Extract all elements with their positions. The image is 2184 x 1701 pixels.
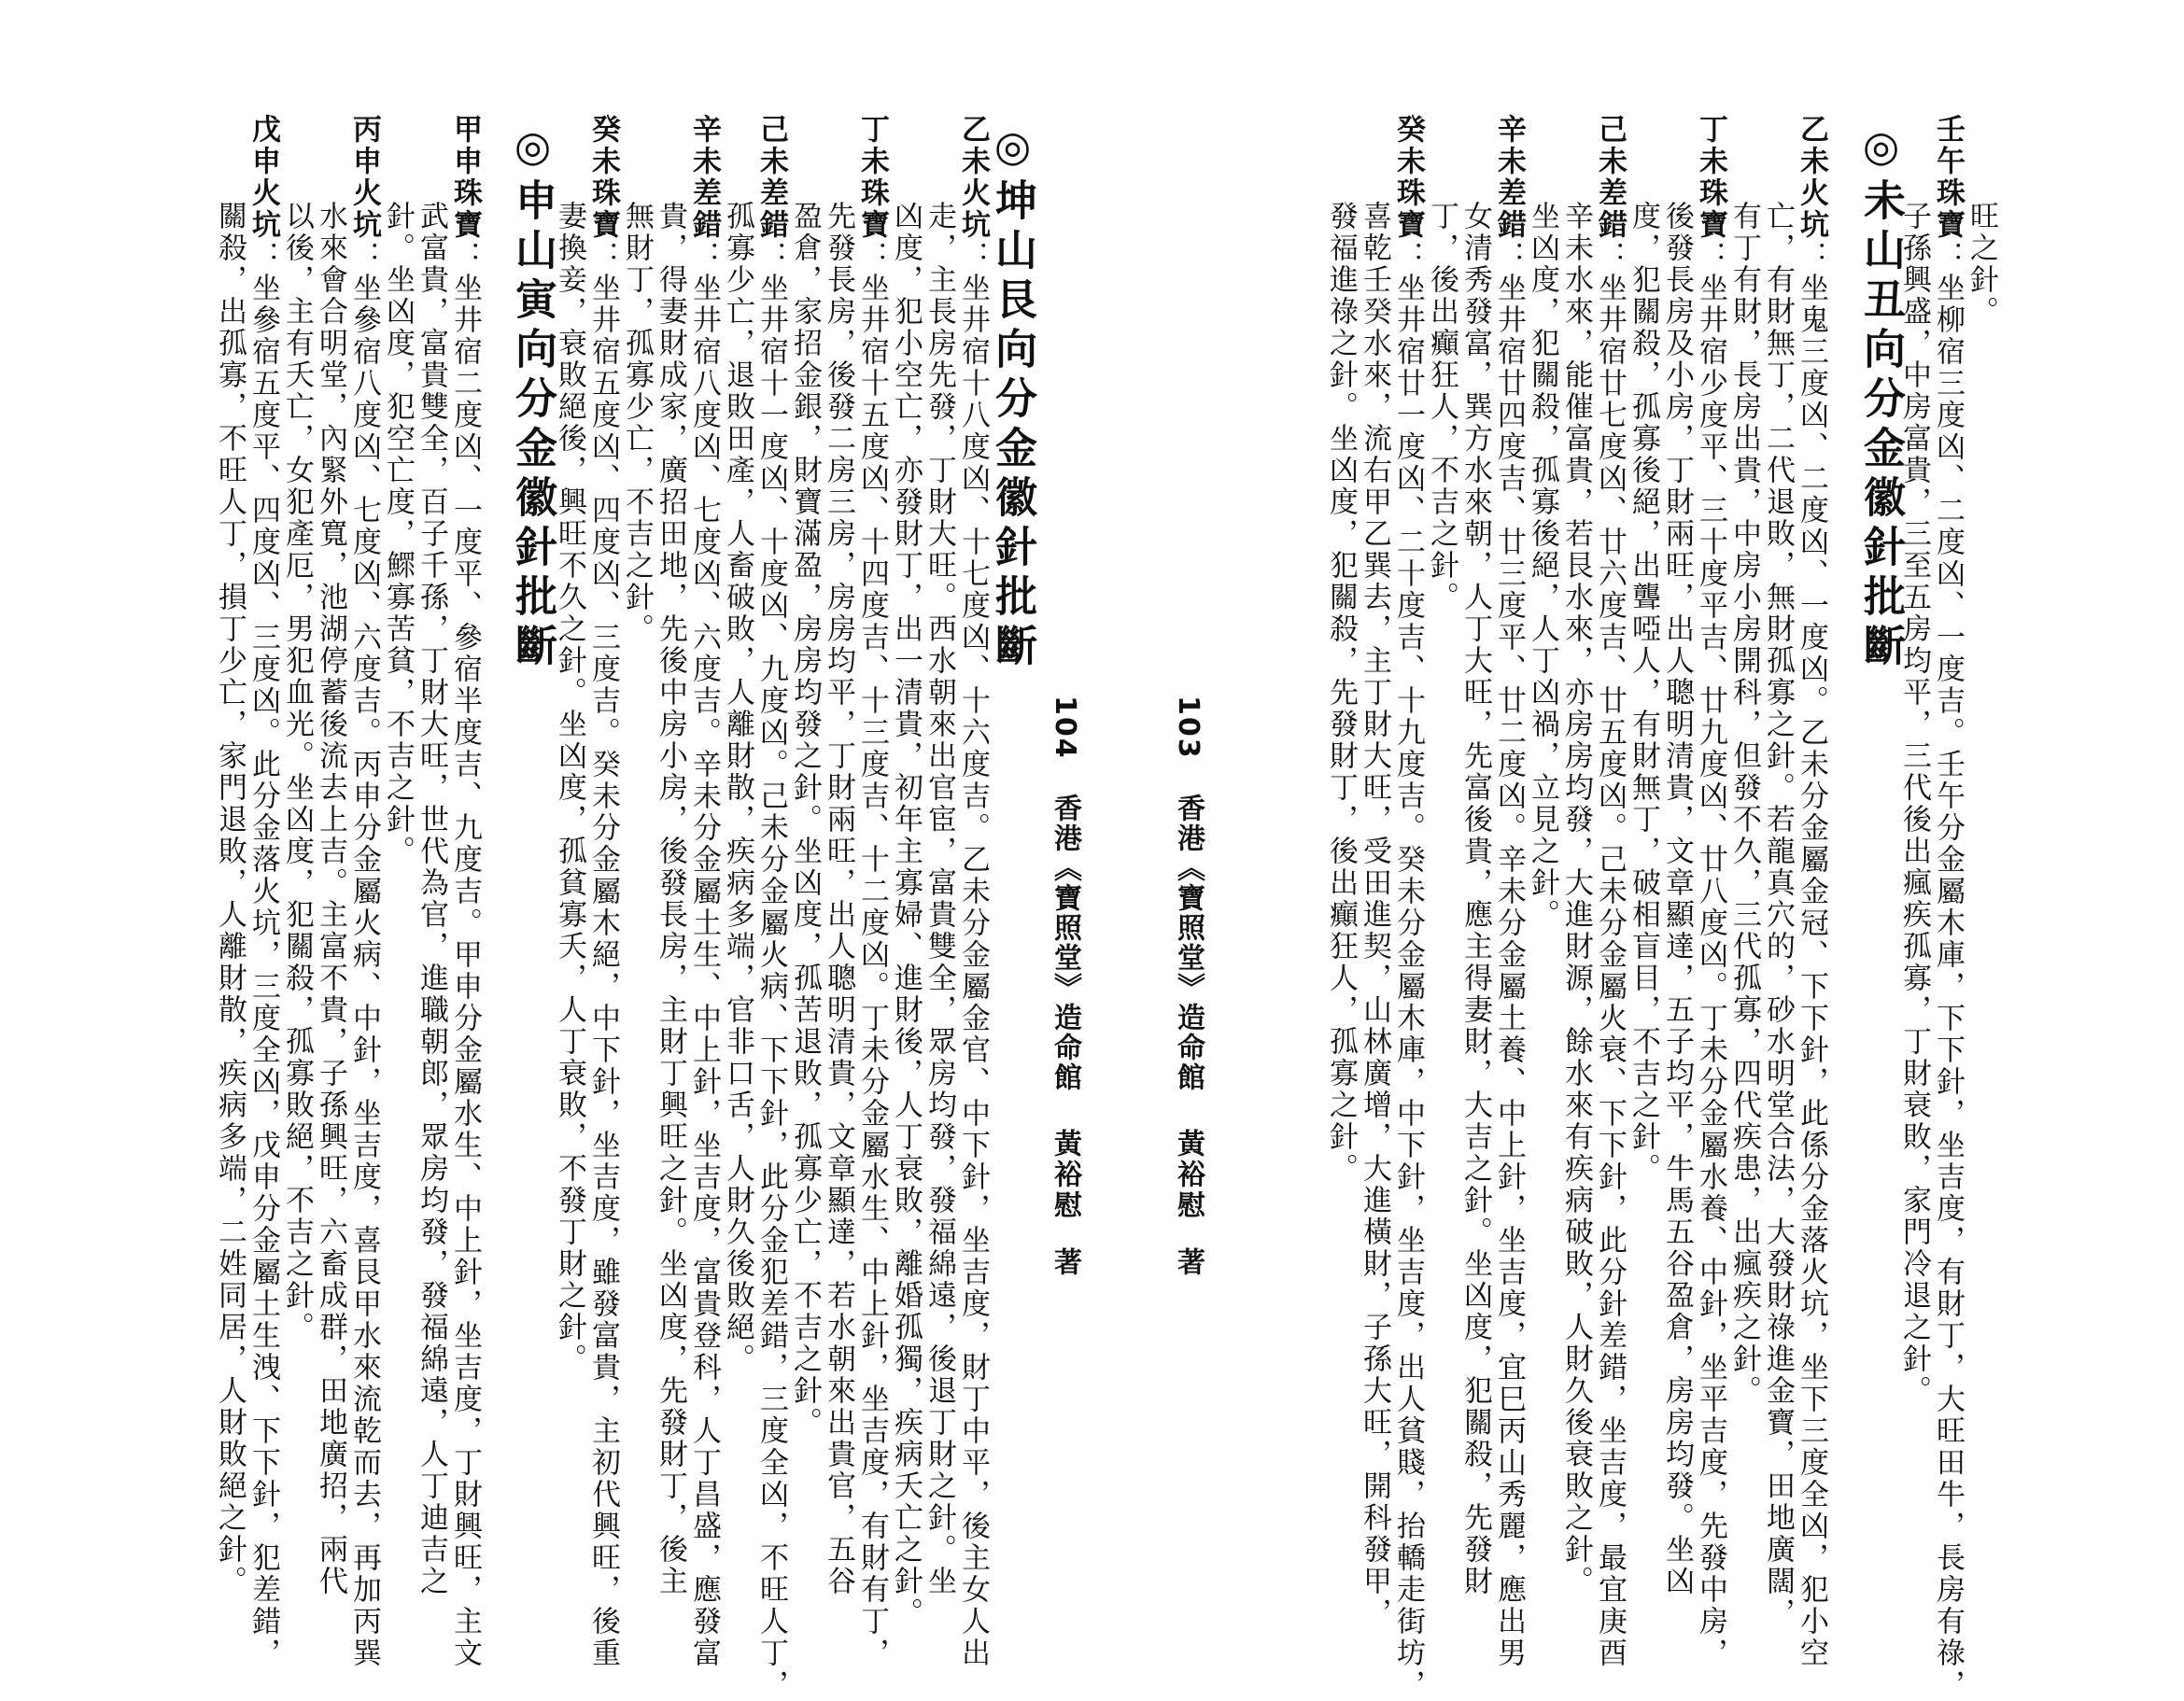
entry-label: 壬午珠寶	[1931, 114, 1965, 241]
entry-label: 戊申火坑	[247, 114, 280, 241]
text-column: 孤寡少亡，退敗田產，人畜破敗，人離財散，疾病多端，官非口舌，人財久後敗絕。	[721, 201, 754, 1375]
entry-xinwei-chacuo: 辛未差錯：坐井宿廿四度吉、廿三度平、廿二度凶。辛未分金屬土養、中上針，坐吉度，宜巳丙山秀麗，應出男	[1492, 114, 1526, 1669]
text-column: 無財丁，孤寡少亡，不吉之針。	[620, 201, 654, 645]
publisher-name: 香港《寶照堂》造命館	[1049, 794, 1081, 1093]
entry-label: 甲申珠寶	[448, 114, 482, 241]
entry-jiashen-zhubao: 甲申珠寶：坐井宿二度凶、一度平、參宿半度吉、九度吉。甲申分金屬水生、中上針，坐吉度，丁財興旺，主文	[448, 114, 482, 1669]
entry-jiwei-chacuo: 己未差錯：坐井宿十一度凶、十度凶、九度凶。己未分金屬火病、下下針，此分金犯差錯，三度全凶，不旺人丁，	[754, 114, 788, 1701]
text-column: 有丁有財，長房出貴，中房小房開科，但發不久，三代孤寡，四代疾患，出瘋疾之針。	[1727, 201, 1761, 1407]
text-column: 子孫興盛，中房富貴，三至五房均平，三代後出瘋疾孤寡，丁財衰敗，家門冷退之針。	[1897, 201, 1931, 1407]
text-column: 度，犯關殺，孤寡後絕，出聾啞人，有財無丁，破相盲目，不吉之針。	[1627, 201, 1660, 1185]
entry-xinwei-chacuo: 辛未差錯：坐井宿八度凶、七度凶、六度吉。辛未分金屬土生、中上針，坐吉度，富貴登科，人丁昌盛，應發富	[687, 114, 721, 1669]
text-column: 針。坐凶度，犯空亡度，鰥寡苦貧，不吉之針。	[381, 201, 415, 867]
section-heading-shenshan: ◎申山寅向分金徽針批斷	[508, 121, 557, 673]
text-column: 辛未水來，能催富貴，若艮水來，亦房房均發，大進財源，餘水來有疾病破敗，人財久後衰敗之針。	[1559, 201, 1593, 1597]
entry-dingwei-zhubao: 丁未珠寶：坐井宿少度平、三十度平吉、廿九度凶、廿八度凶。丁未分金屬水養、中針，坐平吉度，先發中房，	[1694, 114, 1727, 1669]
text-column: 關殺，出孤寡，不旺人丁，損丁少亡，家門退敗，人離財散，疾病多端，二姓同居，人財敗絕之針。	[213, 201, 247, 1597]
text-column: 發福進祿之針。坐凶度，犯關殺，先發財丁，後出癲狂人，孤寡之針。	[1324, 201, 1358, 1185]
text-column: 丁，後出癲狂人，不吉之針。	[1425, 201, 1458, 613]
entry-jiwei-chacuo: 己未差錯：坐井宿廿七度凶、廿六度吉、廿五度凶。己未分金屬火衰、下下針，此分針差錯，坐吉度，最宜庚酉	[1593, 114, 1627, 1669]
text-column: 貴，得妻財成家，廣招田地，先後中房小房，後發長房，主財丁興旺之針。坐凶度，先發財丁，後主	[654, 201, 687, 1597]
text-column: 先發長房，後發二房三房，房房均平，丁財兩旺，出人聰明清貴，文章顯達，若水朝來出貴官，五谷	[822, 201, 855, 1597]
entry-guiwei-zhubao: 癸未珠寶：坐井宿五度凶、四度凶、三度吉。癸未分金屬木絕，中下針，坐吉度，雖發富貴，主初代興旺，後重	[586, 114, 620, 1669]
text-column: 坐凶度，犯關殺，孤寡後絕，人丁凶禍，立見之針。	[1526, 201, 1559, 931]
text-column: 旺之針。	[1965, 201, 1998, 328]
entry-label: 辛未差錯	[1492, 114, 1526, 241]
entry-wushen-huokeng: 戊申火坑：坐參宿五度平、四度凶、三度凶。此分金落火坑，三度全凶，戊申分金屬土生洩、下下針，犯差錯，	[247, 114, 280, 1669]
entry-label: 己未差錯	[1593, 114, 1627, 241]
text-column: 女清秀發富，巽方水來朝，人丁大旺，先富後貴，應主得妻財，大吉之針。坐凶度，犯關殺，先發財	[1458, 201, 1492, 1597]
text-column: 走，主長房先發，丁財大旺。西水朝來出官宦，富貴雙全，眾房均發，發福綿遠，後退丁財之針。坐	[923, 201, 956, 1597]
entry-label: 己未差錯	[754, 114, 788, 241]
author-name: 黃裕慰	[1049, 1128, 1081, 1221]
entry-label: 乙未火坑	[1795, 114, 1828, 241]
entry-label: 辛未差錯	[687, 114, 721, 241]
text-column: 凶度，犯小空亡，亦發財丁，出一清貴，初年主寡婦、進財後，人丁衰敗，離婚孤獨，疾病夭亡之針。	[889, 201, 923, 1629]
entry-dingwei-zhubao: 丁未珠寶：坐井宿十五度凶、十四度吉、十三度吉、十二度凶。丁未分金屬水生、中上針，坐吉度，有財有丁，	[855, 114, 889, 1669]
entry-guiwei-zhubao: 癸未珠寶：坐井宿廿一度凶、二十度吉、十九度吉。癸未分金屬木庫，中下針，坐吉度，出人貧賤，抬轎走街坊，	[1391, 114, 1425, 1701]
entry-label: 癸未珠寶	[1391, 114, 1425, 241]
author-suffix: 著	[1172, 1246, 1205, 1275]
entry-label: 丁未珠寶	[855, 114, 889, 241]
text-column: 喜乾壬癸水來，流右甲乙巽去，主丁財大旺，受田進契，山林廣增，大進橫財，子孫大旺，開科發甲，	[1358, 201, 1391, 1629]
entry-yiwei-huokeng: 乙未火坑：坐井宿十八度凶、十七度凶、十六度吉。乙未分金屬金官、中下針，坐吉度，財丁中平，後主女人出	[956, 114, 990, 1669]
page-footer-right	[1167, 696, 1208, 1275]
entry-bingshen-huokeng: 丙申火坑：坐參宿八度凶、七度凶、六度吉。丙申分金屬火病、中針，坐吉度，喜艮甲水來流乾而去，再加丙巽	[347, 114, 381, 1669]
text-column: 武富貴，富貴雙全，百子千孫，丁財大旺，世代為官，進職朝郎，眾房均發，發福綿遠，人丁迪吉之	[415, 201, 448, 1597]
entry-label: 丙申火坑	[347, 114, 381, 241]
author-name: 黃裕慰	[1172, 1128, 1205, 1221]
page-footer-left	[1044, 696, 1085, 1275]
entry-label: 丁未珠寶	[1694, 114, 1727, 241]
author-suffix: 著	[1049, 1246, 1081, 1275]
entry-renwu-zhubao: 壬午珠寶：坐柳宿三度凶、二度凶、一度吉。壬午分金屬木庫，下下針，坐吉度，有財丁，大旺田牛，長房有祿，	[1931, 114, 1965, 1701]
text-column: 亡，有財無丁，二代退敗，無財孤寡之針。若龍真穴的，砂水明堂合法，大發財祿進金寶，田地廣闊，	[1761, 201, 1795, 1629]
text-column: 水來會合明堂，內緊外寬，池湖停蓄後流去上吉。主富不貴，子孫興旺，六畜成群，田地廣招，兩代	[314, 201, 347, 1597]
section-heading-weishan: ◎未山丑向分金徽針批斷	[1856, 121, 1906, 673]
page-number: 104	[1049, 696, 1081, 760]
section-heading-kunshan: ◎坤山艮向分金徽針批斷	[988, 121, 1037, 673]
entry-label: 乙未火坑	[956, 114, 990, 241]
text-column: 妻換妾，衰敗絕後，興旺不久之針。坐凶度，孤貧寡夭，人丁衰敗，不發丁財之針。	[553, 201, 586, 1375]
entry-yiwei-huokeng: 乙未火坑：坐鬼三度凶、二度凶、一度凶。乙未分金屬金冠、下下針，此係分金落火坑，坐下三度全凶，犯小空	[1795, 114, 1828, 1669]
page-number: 103	[1172, 696, 1205, 760]
entry-label: 癸未珠寶	[586, 114, 620, 241]
text-column: 盈倉，家招金銀，財寶滿盈，房房均發之針。坐凶度，孤苦退敗，孤寡少亡，不吉之針。	[788, 201, 822, 1439]
text-column: 後發長房及小房，丁財兩旺，出人聰明清貴，文章顯達，五子均平，牛馬五谷盈倉，房房均發。坐凶	[1660, 201, 1694, 1597]
text-column: 以後，主有夭亡，女犯產厄，男犯血光。坐凶度，犯關殺，孤寡敗絕，不吉之針。	[280, 201, 314, 1343]
publisher-name: 香港《寶照堂》造命館	[1172, 794, 1205, 1093]
